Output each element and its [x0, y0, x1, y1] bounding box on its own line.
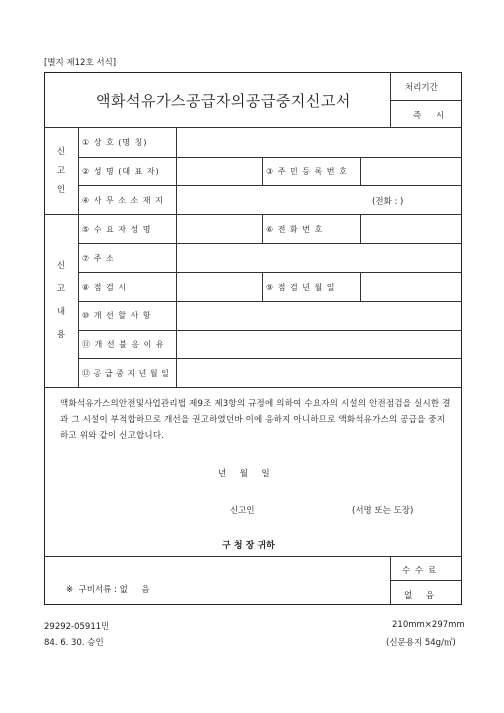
divider [78, 358, 462, 359]
field-inspection-date-label: ⑨ 점 검 년 월 일 [266, 283, 336, 292]
divider [44, 387, 462, 388]
footer-size: 210mm×297mm [392, 620, 465, 630]
reporter-label: 신고인 [230, 506, 255, 516]
form-number: [별지 제12호 서식] [44, 58, 117, 68]
section-reporter-label [54, 143, 68, 200]
footer-approval: 84. 6. 30. 승인 [44, 638, 104, 648]
section-content-label [54, 255, 68, 347]
footer-code: 29292-05911민 [44, 622, 110, 632]
date-line: 년 월 일 [218, 469, 270, 479]
field-address-label: ⑦ 주 소 [82, 254, 115, 263]
divider [262, 272, 263, 301]
field-phone-number-label: ⑥ 전 화 번 호 [266, 225, 324, 234]
statement-text: 액화석유가스의안전및사업관리법 제9조 제3항의 규정에 의하여 수요자의 시설의 안전점검을 실시한 결과 그 시설이 부적합하므로 개선을 권고하였던바 이에 응하지 아니하므로 액화석유가스의 공급을 중지하고 위와 같이 신고합니다. [60, 399, 451, 441]
divider [44, 214, 462, 215]
divider [44, 127, 462, 128]
divider [262, 214, 263, 243]
divider [176, 127, 177, 387]
fee-label: 수 수 료 [402, 566, 438, 576]
field-office-address-label: ④ 사 무 소 소 재 지 [82, 196, 164, 205]
field-improvements-label: ⑩ 개 선 할 사 항 [82, 311, 152, 320]
divider [360, 214, 361, 243]
processing-label: 처리기간 [405, 83, 438, 93]
section-reporter-text: 신고인 [56, 147, 66, 195]
divider [78, 185, 462, 186]
field-resident-number-label: ③ 주 민 등 록 번 호 [266, 167, 348, 176]
footer-paper: (신문용지 54g/㎡) [386, 638, 456, 648]
divider [78, 127, 79, 387]
field-representative-label: ② 성 명 (대 표 자) [82, 167, 160, 176]
required-documents: ※ 구비서류 : 없 음 [66, 585, 150, 595]
divider [390, 100, 462, 101]
addressee: 구 청 장 귀하 [222, 541, 275, 551]
divider [360, 157, 361, 185]
section-content-text: 신고내용 [56, 261, 66, 340]
divider [78, 243, 462, 244]
processing-value: 즉 시 [413, 111, 451, 121]
field-inspection-time-label: ⑧ 점 검 시 [82, 283, 127, 292]
divider [78, 272, 462, 273]
divider [44, 556, 462, 557]
divider [78, 157, 462, 158]
phone-label: (전화 : ) [372, 197, 404, 207]
fee-value: 없 음 [404, 591, 434, 601]
divider [360, 272, 361, 301]
field-noncompliance-label: ⑪ 개 선 불 응 이 유 [82, 340, 165, 349]
divider [262, 157, 263, 185]
divider [78, 301, 462, 302]
form-title: 액화석유가스공급자의공급중지신고서 [96, 92, 351, 110]
field-trade-name-label: ① 상 호 (명 칭) [82, 138, 148, 147]
sign-note: (서명 또는 도장) [352, 506, 414, 516]
field-suspension-date-label: ⑫ 공 급 중 지 년 월 일 [82, 369, 170, 378]
divider [78, 330, 462, 331]
field-consumer-name-label: ⑤ 수 요 자 성 명 [82, 225, 152, 234]
divider [390, 580, 462, 581]
